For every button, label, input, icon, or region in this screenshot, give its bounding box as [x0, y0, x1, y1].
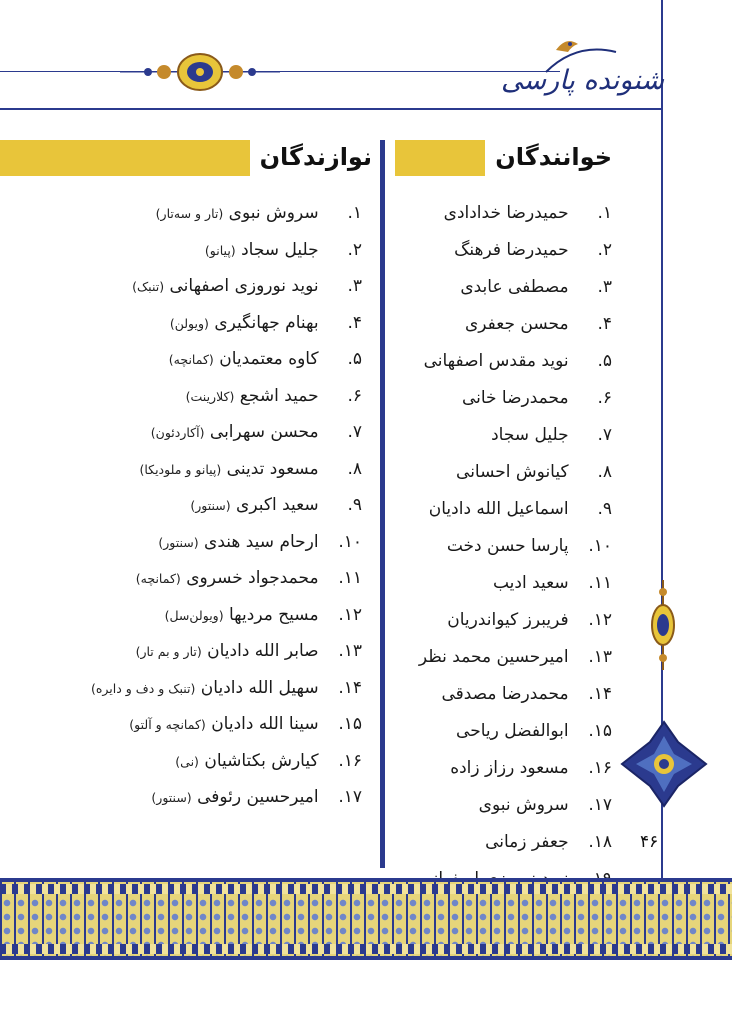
list-item: ۱۳. امیرحسین محمد نظر [418, 647, 612, 667]
decorative-tile-icon [620, 720, 708, 808]
list-item: ۱۶. کیارش بکتاشیان (نی) [175, 750, 362, 771]
list-item: ۱۲. مسیح مردیها (ویولن‌سل) [164, 604, 362, 625]
book-logo [500, 32, 664, 102]
top-thin-rule [0, 71, 560, 72]
list-item: ۱۰. پارسا حسن دخت [446, 536, 612, 556]
singers-title: خوانندگان [485, 138, 616, 176]
logo-text: شنونده پارسی [500, 65, 664, 96]
list-item: ۶. محمدرضا خانی [461, 388, 612, 408]
list-item: ۱۴. محمدرضا مصدقی [441, 684, 612, 704]
list-item: ۹. اسماعیل الله دادیان [428, 499, 612, 519]
players-title: نوازندگان [250, 138, 376, 176]
side-ornament-icon [650, 580, 676, 670]
list-item: ۱۷. سروش نبوی [478, 795, 612, 815]
decorative-border-band [0, 878, 732, 960]
column-divider [380, 140, 385, 868]
list-item: ۸. مسعود تدینی (پیانو و ملودیکا) [139, 458, 362, 479]
list-item: ۸. کیانوش احسانی [456, 462, 612, 482]
header-rule [0, 108, 663, 110]
singers-list [419, 195, 612, 898]
list-item: ۳. مصطفی عابدی [460, 277, 612, 297]
list-item: ۱. حمیدرضا خدادادی [443, 203, 612, 223]
list-item: ۱۰. ارحام سید هندی (سنتور) [158, 531, 362, 552]
list-item: ۷. محسن سهرابی (آکاردئون) [150, 422, 362, 442]
list-item: ۴. بهنام جهانگیری (ویولن) [169, 312, 362, 333]
list-item: ۴. محسن جعفری [465, 314, 612, 334]
list-item: ۱۱. سعید ادیب [492, 573, 612, 593]
list-item: ۱۷. امیرحسین رئوفی (سنتور) [151, 787, 362, 807]
list-item: ۳. نوید نوروزی اصفهانی (تنبک) [132, 276, 362, 296]
header-ornament-icon [120, 48, 280, 96]
list-item: ۹. سعید اکبری (سنتور) [190, 495, 362, 515]
list-item: ۱۳. صابر الله دادیان (تار و بم تار) [135, 641, 362, 661]
list-item: ۲. جلیل سجاد (پیانو) [204, 239, 362, 260]
list-item: ۱۴. سهیل الله دادیان (تنبک و دف و دایره) [90, 677, 362, 698]
players-header [0, 140, 370, 176]
list-item: ۵. نوید مقدس اصفهانی [423, 351, 612, 371]
list-item: ۵. کاوه معتمدیان (کمانچه) [168, 349, 362, 369]
list-item: ۱۶. مسعود رزاز زاده [450, 758, 612, 778]
list-item: ۱۸. جعفر زمانی [485, 832, 612, 852]
list-item: ۶. حمید اشجع (کلارینت) [185, 385, 362, 406]
list-item: ۱۲. فریبرز کیواندریان [447, 610, 612, 630]
singers-header [395, 140, 610, 176]
list-item: ۷. جلیل سجاد [491, 425, 612, 445]
page-number: ۴۶ [640, 832, 659, 852]
list-item: ۱۱. محمدجواد خسروی (کمانچه) [135, 568, 362, 588]
players-list [91, 195, 362, 816]
list-item: ۱۵. سینا الله دادیان (کمانچه و آلتو) [129, 714, 362, 734]
list-item: ۱. سروش نبوی (تار و سه‌تار) [155, 203, 362, 223]
list-item: ۱۵. ابوالفضل ریاحی [456, 721, 612, 741]
list-item: ۲. حمیدرضا فرهنگ [454, 240, 612, 260]
